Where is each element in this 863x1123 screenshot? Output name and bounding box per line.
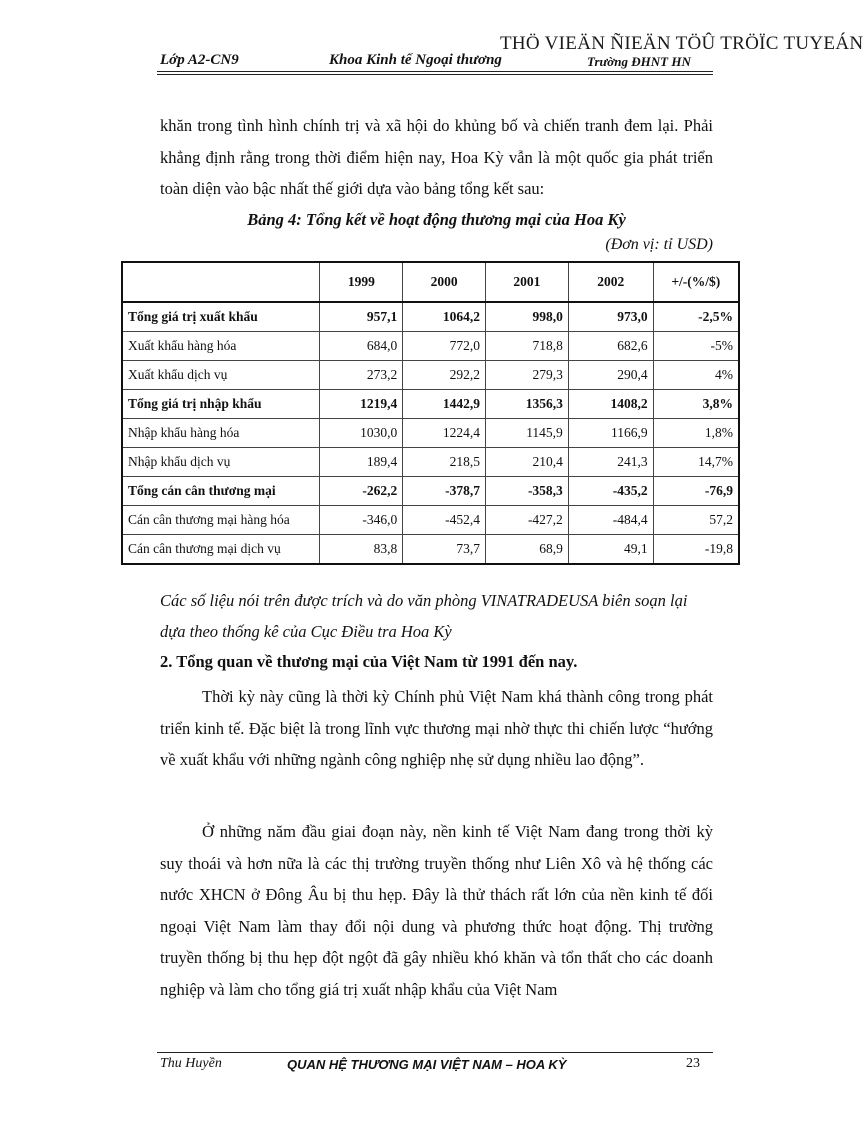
row-label: Cán cân thương mại hàng hóa bbox=[122, 506, 320, 535]
footer-rule bbox=[157, 1052, 713, 1053]
table-cell: 1030,0 bbox=[320, 419, 403, 448]
table-cell: 973,0 bbox=[568, 302, 653, 332]
table-cell: 1224,4 bbox=[403, 419, 486, 448]
table-cell: -262,2 bbox=[320, 477, 403, 506]
table-cell: -452,4 bbox=[403, 506, 486, 535]
table-cell: 83,8 bbox=[320, 535, 403, 565]
table-row bbox=[122, 332, 739, 361]
table-cell: -378,7 bbox=[403, 477, 486, 506]
header-class: Lớp A2-CN9 bbox=[160, 52, 239, 68]
table-cell: -5% bbox=[653, 332, 739, 361]
row-label: Tổng cán cân thương mại bbox=[122, 477, 320, 506]
table-cell: -76,9 bbox=[653, 477, 739, 506]
table-cell: 4% bbox=[653, 361, 739, 390]
table-header-row bbox=[122, 262, 739, 302]
table-cell: 718,8 bbox=[486, 332, 569, 361]
table-cell: -435,2 bbox=[568, 477, 653, 506]
paragraph-3: Ở những năm đầu giai đoạn này, nền kinh tế Việt Nam đang trong thời kỳ suy thoái và hơn nữa là các thị trường truyền thống như Liên Xô và hệ thống các nước XHCN ở Đông Âu bị thu hẹp. Đây là thử thách rất lớn của nền kinh tế đối ngoại Việt Nam làm thay đổi nội dung và phương thức hoạt động. Thị trường truyền thống bị thu hẹp đột ngột đã gây nhiều khó khăn và tổn thất cho các doanh nghiệp và làm cho tổng giá trị xuất nhập khẩu của Việt Nam bbox=[160, 822, 713, 999]
table-row bbox=[122, 535, 739, 565]
row-label: Nhập khẩu hàng hóa bbox=[122, 419, 320, 448]
footer-author: Thu Huyền bbox=[160, 1056, 222, 1071]
table-cell: 3,8% bbox=[653, 390, 739, 419]
table-row bbox=[122, 419, 739, 448]
table-cell: 957,1 bbox=[320, 302, 403, 332]
footer-title: QUAN HỆ THƯƠNG MẠI VIỆT NAM – HOA KỲ bbox=[287, 1057, 567, 1072]
table-row bbox=[122, 390, 739, 419]
table-cell: -2,5% bbox=[653, 302, 739, 332]
table-row bbox=[122, 448, 739, 477]
table-cell: -427,2 bbox=[486, 506, 569, 535]
table-cell: 57,2 bbox=[653, 506, 739, 535]
table-cell: 73,7 bbox=[403, 535, 486, 565]
table-row bbox=[122, 506, 739, 535]
row-label: Tổng giá trị xuất khẩu bbox=[122, 302, 320, 332]
page-footer bbox=[157, 1056, 713, 1076]
table-cell: 290,4 bbox=[568, 361, 653, 390]
paragraph-2: Thời kỳ này cũng là thời kỳ Chính phủ Việt Nam khá thành công trong phát triển kinh tế. Đặc biệt là trong lĩnh vực thương mại nhờ thực thi chiến lược “hướng về xuất khẩu với những ngành công nghiệp nhẹ sử dụng nhiều lao động”. bbox=[160, 687, 713, 769]
page-number: 23 bbox=[686, 1056, 700, 1071]
table-cell: 49,1 bbox=[568, 535, 653, 565]
table-cell: -484,4 bbox=[568, 506, 653, 535]
table-cell: -346,0 bbox=[320, 506, 403, 535]
table-row bbox=[122, 302, 739, 332]
table-cell: 1356,3 bbox=[486, 390, 569, 419]
table-cell: 1166,9 bbox=[568, 419, 653, 448]
row-label: Nhập khẩu dịch vụ bbox=[122, 448, 320, 477]
column-header: +/-(%/$) bbox=[653, 262, 739, 302]
table-cell: 218,5 bbox=[403, 448, 486, 477]
column-header bbox=[122, 262, 320, 302]
table-cell: 998,0 bbox=[486, 302, 569, 332]
table-cell: 682,6 bbox=[568, 332, 653, 361]
table-cell: 279,3 bbox=[486, 361, 569, 390]
intro-paragraph: khăn trong tình hình chính trị và xã hội do khủng bố và chiến tranh đem lại. Phải khẳng định rằng trong thời điểm hiện nay, Hoa Kỳ vẫn là một quốc gia phát triển toàn diện vào bậc nhất thế giới dựa vào bảng tổng kết sau: bbox=[160, 116, 713, 198]
table-cell: 273,2 bbox=[320, 361, 403, 390]
table-caption: Bảng 4: Tổng kết về hoạt động thương mại của Hoa Kỳ bbox=[247, 210, 626, 229]
table-cell: 1145,9 bbox=[486, 419, 569, 448]
section-heading: 2. Tổng quan về thương mại của Việt Nam từ 1991 đến nay. bbox=[160, 652, 578, 671]
watermark-text: THÖ VIEÄN ÑIEÄN TÖÛ TRÖÏC TUYEÁN bbox=[500, 33, 863, 54]
column-header: 1999 bbox=[320, 262, 403, 302]
header-rule bbox=[157, 71, 713, 72]
row-label: Xuất khẩu hàng hóa bbox=[122, 332, 320, 361]
table-cell: -358,3 bbox=[486, 477, 569, 506]
header-school: Trường ĐHNT HN bbox=[587, 54, 691, 69]
table-unit: (Đơn vị: tỉ USD) bbox=[605, 236, 713, 253]
table-cell: 1219,4 bbox=[320, 390, 403, 419]
column-header: 2002 bbox=[568, 262, 653, 302]
table-cell: 14,7% bbox=[653, 448, 739, 477]
column-header: 2000 bbox=[403, 262, 486, 302]
table-cell: 772,0 bbox=[403, 332, 486, 361]
table-cell: 1064,2 bbox=[403, 302, 486, 332]
table-cell: 68,9 bbox=[486, 535, 569, 565]
table-cell: 1,8% bbox=[653, 419, 739, 448]
column-header: 2001 bbox=[486, 262, 569, 302]
header-rule-thin bbox=[157, 74, 713, 75]
table-source-note: Các số liệu nói trên được trích và do văn phòng VINATRADEUSA biên soạn lại dựa theo thống kê của Cục Điều tra Hoa Kỳ bbox=[160, 591, 688, 641]
table-cell: 210,4 bbox=[486, 448, 569, 477]
table-cell: 292,2 bbox=[403, 361, 486, 390]
table-body bbox=[122, 302, 739, 564]
table-row bbox=[122, 361, 739, 390]
table-cell: -19,8 bbox=[653, 535, 739, 565]
table-cell: 684,0 bbox=[320, 332, 403, 361]
table-cell: 1408,2 bbox=[568, 390, 653, 419]
table-cell: 1442,9 bbox=[403, 390, 486, 419]
row-label: Cán cân thương mại dịch vụ bbox=[122, 535, 320, 565]
header-faculty: Khoa Kinh tế Ngoại thương bbox=[329, 52, 502, 68]
row-label: Xuất khẩu dịch vụ bbox=[122, 361, 320, 390]
table-cell: 241,3 bbox=[568, 448, 653, 477]
table-cell: 189,4 bbox=[320, 448, 403, 477]
row-label: Tổng giá trị nhập khẩu bbox=[122, 390, 320, 419]
trade-summary-table bbox=[121, 261, 740, 565]
page-header bbox=[157, 47, 713, 69]
table-row bbox=[122, 477, 739, 506]
